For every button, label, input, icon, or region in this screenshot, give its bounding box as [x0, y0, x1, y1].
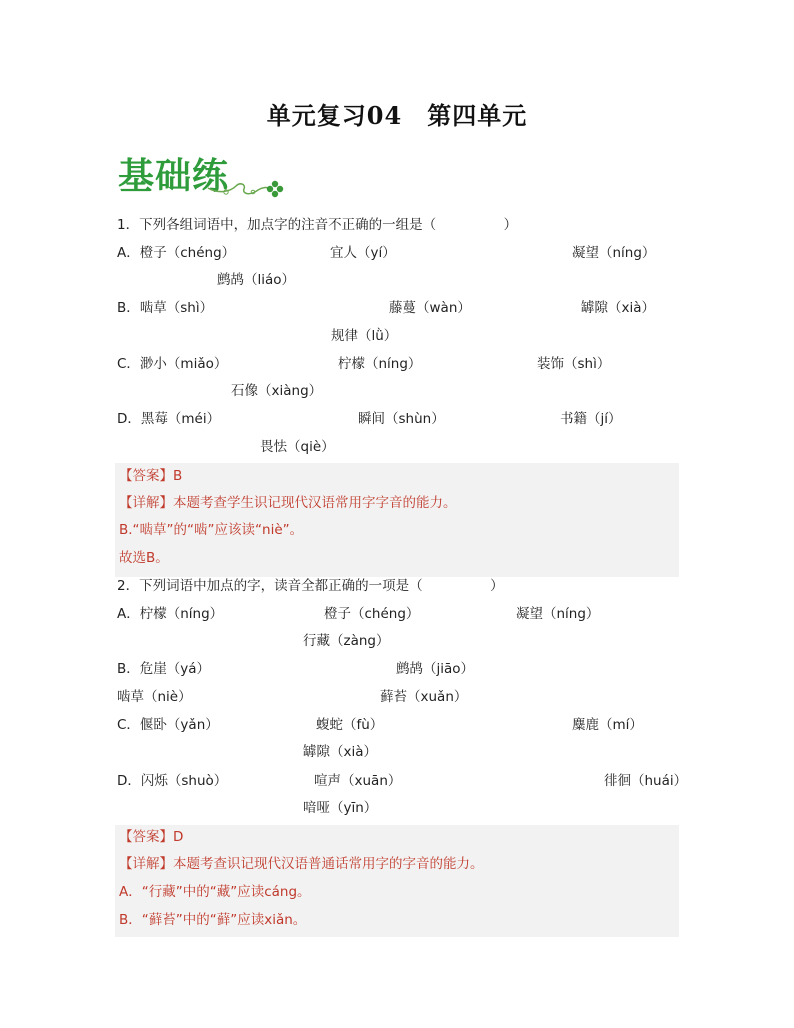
q2-option-c-item-3: 麋鹿（mí）	[572, 717, 643, 733]
q2-option-d-item-3: 徘徊（huái）	[604, 773, 688, 789]
q2-option-b-item-2: 鹧鸪（jiāo）	[396, 661, 475, 677]
q2-option-b-item-1: B．危崖（yá）	[117, 661, 211, 677]
q2-option-d-item-2: 喧声（xuān）	[314, 773, 402, 789]
detail-label: 【详解】	[119, 495, 173, 511]
vine-clover-icon	[118, 148, 288, 200]
detail-text: 本题考查学生识记现代汉语常用字字音的能力。	[173, 495, 457, 511]
answer-label-2: 【答案】	[119, 829, 173, 845]
q2-option-a-item-3: 凝望（níng）	[516, 606, 600, 622]
question-1-stem: 1．下列各组词语中，加点字的注音不正确的一组是（ ）	[117, 217, 518, 233]
option-d-item-3: 书籍（jí）	[560, 411, 622, 427]
q2-option-a-item-2: 橙子（chéng）	[324, 606, 420, 622]
option-d-item-4: 畏怯（qiè）	[260, 439, 335, 455]
q2-option-a-item-1: A．柠檬（níng）	[117, 606, 224, 622]
option-d-item-1: D．黑莓（méi）	[117, 411, 221, 427]
answer-value: B	[173, 468, 183, 484]
answer-line-2	[119, 828, 183, 846]
option-c-item-2: 柠檬（níng）	[338, 356, 422, 372]
answer-value-2: D	[173, 829, 184, 845]
option-b-item-2: 藤蔓（wàn）	[389, 300, 471, 316]
detail-line-1	[119, 494, 457, 512]
option-a-item-2: 宜人（yí）	[330, 245, 396, 261]
option-a-item-3: 凝望（níng）	[572, 245, 656, 261]
option-d-item-2: 瞬间（shùn）	[358, 411, 445, 427]
answer-box-2	[115, 825, 679, 937]
q2-option-b-item-4: 藓苔（xuǎn）	[380, 689, 468, 705]
q2-explanation-line-2: B．“藓苔”中的“藓”应读xiǎn。	[119, 912, 307, 928]
option-b-item-3: 罅隙（xià）	[581, 300, 656, 316]
page-title: 单元复习04 第四单元	[266, 101, 528, 130]
q2-option-d-item-1: D．闪烁（shuò）	[117, 773, 228, 789]
q2-option-d-item-4: 喑哑（yīn）	[303, 800, 378, 816]
answer-label: 【答案】	[119, 468, 173, 484]
detail-label-2: 【详解】	[119, 856, 173, 872]
badge-label: 基础练	[118, 156, 230, 197]
option-c-item-3: 装饰（shì）	[537, 356, 611, 372]
q2-option-c-item-2: 蝮蛇（fù）	[316, 717, 384, 733]
option-a-item-1: A．橙子（chéng）	[117, 245, 236, 261]
q2-explanation-line-1: A．“行藏”中的“藏”应读cáng。	[119, 884, 311, 900]
q2-option-b-item-3: 啮草（niè）	[117, 689, 192, 705]
answer-line-1	[119, 467, 182, 485]
q2-option-c-item-1: C．偃卧（yǎn）	[117, 717, 219, 733]
answer-box-1	[115, 463, 679, 577]
q2-option-c-item-4: 罅隙（xià）	[303, 744, 378, 760]
option-c-item-1: C．渺小（miǎo）	[117, 356, 228, 372]
explanation-line-1: B.“啮草”的“啮”应该读“niè”。	[119, 522, 304, 538]
option-a-item-4: 鹧鸪（liáo）	[217, 272, 296, 288]
option-b-item-4: 规律（lǜ）	[331, 328, 398, 344]
option-c-item-4: 石像（xiàng）	[231, 383, 323, 399]
question-2-stem: 2．下列词语中加点的字，读音全都正确的一项是（ ）	[117, 578, 504, 594]
section-badge	[118, 148, 288, 200]
detail-line-2	[119, 855, 484, 873]
explanation-line-2: 故选B。	[119, 550, 169, 566]
detail-text-2: 本题考查识记现代汉语普通话常用字的字音的能力。	[173, 856, 484, 872]
q2-option-a-item-4: 行藏（zàng）	[303, 633, 390, 649]
option-b-item-1: B．啮草（shì）	[117, 300, 214, 316]
